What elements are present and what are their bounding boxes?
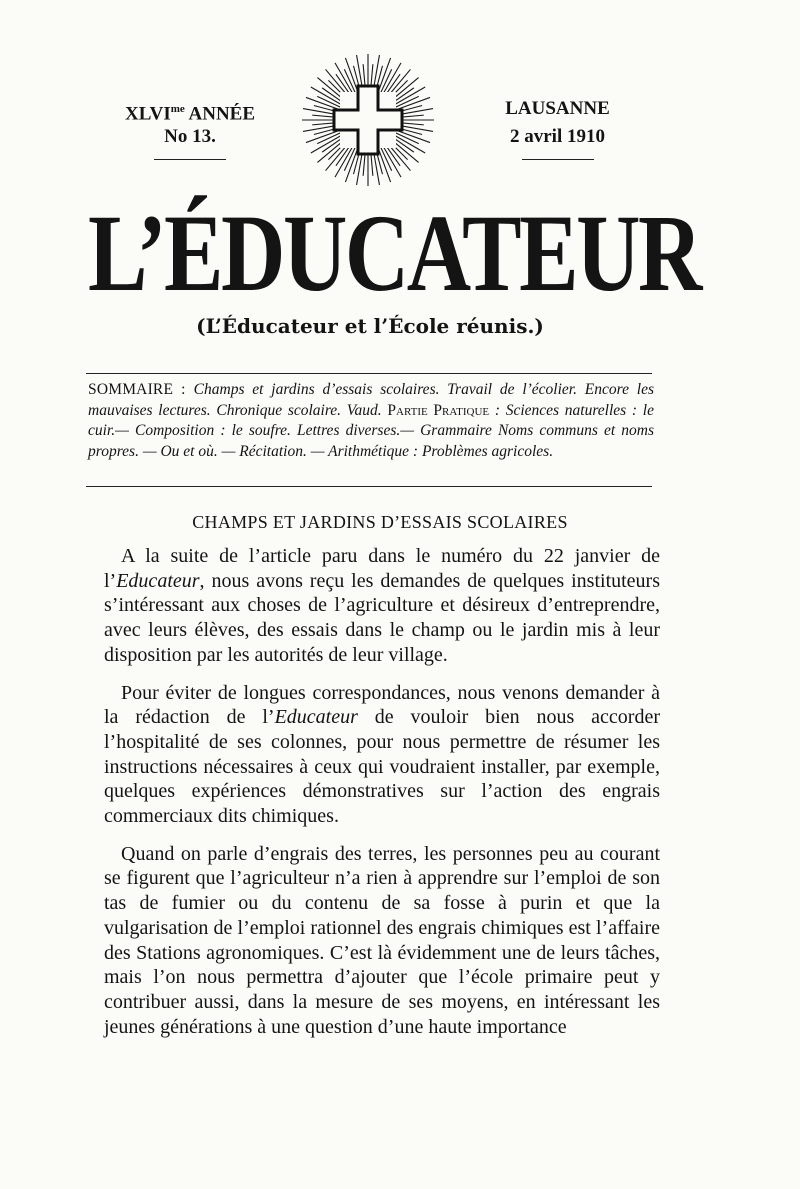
swiss-cross-sunburst-icon xyxy=(300,52,436,188)
paragraph-2: Pour éviter de longues correspondances, nous venons demander à la rédaction de l’Educateur de vouloir bien nous accorder l’hospitalité de ses colonnes, pour nous permettre de résumer les instructions nécessaires à ceux qui voudraient installer, par exemple, quelques expériences démonstratives sur l’action des engrais commerciaux dits chimiques. xyxy=(104,681,660,828)
issue-date: 2 avril 1910 xyxy=(510,126,605,147)
journal-name: Educateur xyxy=(274,706,358,729)
city: LAUSANNE xyxy=(505,98,610,119)
masthead-title: L’ÉDUCATEUR xyxy=(88,192,700,314)
paragraph-1: A la suite de l’article paru dans le numéro du 22 janvier de l’Educateur, nous avons reçu les demandes de quelques instituteurs s’intéressant aux choses de l’agriculture et désireux d’entreprendre, avec leurs élèves, des essais dans le champ ou le jardin mis à leur disposition par les autorités de leur village. xyxy=(104,545,660,666)
issue-number: No 13. xyxy=(164,126,216,147)
summary-text-1: Champs et jardins d’essais scolaires. Travail de l’écolier. Encore les mauvaises lectures. Chronique scolaire. Vaud. xyxy=(88,381,655,419)
article-body xyxy=(104,544,660,1052)
journal-name: Educateur xyxy=(116,569,200,592)
summary-text-2: : Sciences naturelles : le cuir.— Composition : le soufre. Lettres diverses.— Grammaire Noms communs et noms propres. — Ou et où. — Récitation. — Arithmétique : Problèmes agricoles. xyxy=(88,401,654,460)
year-line: $XLVI^{me}$ ANNÉE xyxy=(124,103,256,125)
masthead-subtitle: (L’Éducateur et l’École réunis.) xyxy=(196,314,544,338)
summary-top-rule xyxy=(86,373,652,374)
summary xyxy=(88,380,654,462)
header-right-rule xyxy=(522,159,594,160)
summary-section-label: Partie Pratique xyxy=(387,401,490,419)
header-right xyxy=(470,95,645,160)
paragraph-3: Quand on parle d’engrais des terres, les personnes peu au courant se figurent que l’agriculteur n’a rien à apprendre sur l’emploi de son tas de fumier ou du contenu de sa fosse à purin et que la vulgarisation de l’emploi rationnel des engrais chimiques est l’affaire des Stations agronomiques. C’est là évidemment une de leurs tâches, mais l’on nous permettra d’ajouter que l’école primaire peut y contribuer aussi, dans la mesure de ses moyens, en intéressant les jeunes générations à une question d’une haute importance xyxy=(104,842,660,1038)
summary-bottom-rule xyxy=(86,486,652,487)
article-title: CHAMPS ET JARDINS D’ESSAIS SCOLAIRES xyxy=(192,512,568,532)
summary-label: SOMMAIRE : xyxy=(88,381,194,398)
header-left xyxy=(110,95,270,160)
header-left-rule xyxy=(154,159,226,160)
